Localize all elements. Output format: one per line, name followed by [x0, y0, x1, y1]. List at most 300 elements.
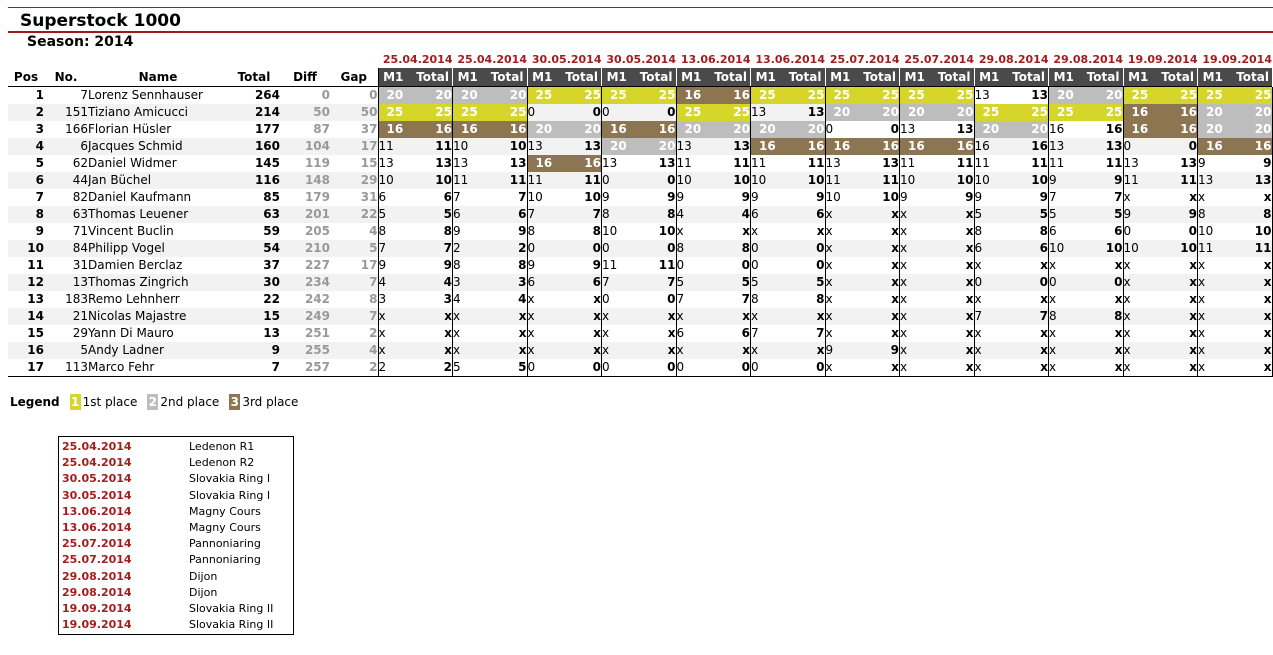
- race-m1-cell: 10: [527, 189, 557, 206]
- rider-number: 71: [72, 224, 88, 238]
- race-m1-cell: x: [900, 308, 930, 325]
- race-m1-cell: 13: [602, 155, 632, 172]
- race-m1-cell: x: [900, 342, 930, 359]
- header-m1[interactable]: M1: [751, 68, 781, 86]
- race-total-cell: 25: [557, 87, 602, 104]
- race-total-cell: x: [742, 224, 750, 238]
- race-total-cell: 13: [781, 104, 826, 121]
- race-m1-cell: 8: [676, 240, 706, 257]
- race-total-cell: 6: [1114, 224, 1123, 238]
- rider-total: 13: [263, 326, 280, 340]
- race-date-header: 25.04.2014: [382, 53, 453, 66]
- race-m1-cell: x: [825, 359, 855, 377]
- race-total-cell: 0: [632, 172, 677, 189]
- race-m1-cell: 9: [676, 189, 706, 206]
- race-name: Slovakia Ring II: [189, 601, 274, 615]
- race-total-cell: 0: [890, 122, 899, 136]
- table-row[interactable]: [8, 206, 1272, 223]
- race-m1-cell: 6: [527, 274, 557, 291]
- header-race-total[interactable]: Total: [1228, 68, 1273, 86]
- race-m1-cell: 13: [825, 155, 855, 172]
- table-row[interactable]: [8, 189, 1272, 206]
- header-m1[interactable]: M1: [602, 68, 632, 86]
- race-total-cell: 2: [483, 240, 528, 257]
- race-total-cell: 0: [592, 360, 601, 374]
- race-total-cell: 0: [741, 360, 750, 374]
- race-m1-cell: 16: [1198, 138, 1228, 155]
- race-total-cell: 9: [443, 258, 452, 272]
- race-total-cell: 0: [816, 360, 825, 374]
- table-row[interactable]: [8, 240, 1272, 257]
- race-m1-cell: x: [1198, 325, 1228, 342]
- rider-gap: 8: [369, 292, 378, 306]
- race-total-cell: 7: [1114, 190, 1123, 204]
- race-date-header: 25.04.2014: [457, 53, 527, 66]
- race-total-cell: 9: [1039, 190, 1048, 204]
- rider-pos: 7: [35, 190, 44, 204]
- race-total-cell: x: [930, 206, 975, 223]
- rider-total: 22: [263, 292, 280, 306]
- race-m1-cell: 4: [453, 291, 483, 308]
- race-m1-cell: 9: [602, 189, 632, 206]
- table-row[interactable]: [8, 223, 1272, 240]
- rider-name[interactable]: Vincent Buclin: [88, 224, 174, 238]
- race-m1-cell: x: [1123, 291, 1153, 308]
- rider-number: 29: [72, 326, 88, 340]
- race-total-cell: 25: [1228, 87, 1273, 104]
- rider-number: 21: [44, 308, 88, 325]
- race-m1-cell: 25: [527, 87, 557, 104]
- header-race-total[interactable]: Total: [1153, 68, 1198, 86]
- header-pos[interactable]: Pos: [13, 69, 39, 84]
- race-total-cell: 25: [855, 87, 900, 104]
- race-m1-cell: 0: [751, 257, 781, 274]
- race-m1-cell: x: [974, 257, 1004, 274]
- rider-name[interactable]: Daniel Kaufmann: [88, 190, 192, 204]
- rider-gap: 4: [369, 224, 378, 238]
- table-row[interactable]: [8, 308, 1272, 325]
- rider-total: 9: [228, 342, 280, 359]
- race-list-box: [58, 436, 294, 635]
- rider-number: 151: [44, 104, 88, 121]
- race-m1-cell: x: [825, 274, 855, 291]
- table-row[interactable]: [8, 172, 1272, 189]
- race-total-cell: x: [1153, 274, 1198, 291]
- table-row[interactable]: [8, 342, 1272, 359]
- rider-total: 37: [263, 258, 280, 272]
- race-total-cell: 6: [443, 190, 452, 204]
- rider-name[interactable]: Thomas Leuener: [88, 206, 228, 223]
- race-total-cell: 11: [1228, 240, 1273, 257]
- rider-total: 15: [228, 308, 280, 325]
- header-m1[interactable]: M1: [1049, 68, 1079, 86]
- race-m1-cell: x: [1123, 342, 1153, 359]
- rider-pos: 9: [35, 224, 44, 238]
- column-headers-row: [8, 68, 1272, 86]
- race-total-cell: x: [930, 342, 975, 359]
- rider-pos: 1: [35, 88, 44, 102]
- race-list-item: [62, 601, 273, 617]
- race-list-item: [62, 471, 273, 487]
- race-m1-cell: 0: [1123, 223, 1153, 240]
- race-m1-cell: 25: [825, 87, 855, 104]
- table-row[interactable]: [8, 325, 1272, 342]
- rider-total: 177: [254, 122, 280, 136]
- race-total-cell: x: [816, 224, 825, 238]
- race-total-cell: 0: [816, 258, 825, 272]
- table-bottom-rule: [8, 377, 1272, 380]
- race-total-cell: 5: [1079, 206, 1124, 223]
- race-m1-cell: x: [1123, 325, 1153, 342]
- race-total-cell: x: [1228, 359, 1273, 377]
- race-m1-cell: 7: [453, 189, 483, 206]
- race-m1-cell: x: [527, 308, 557, 325]
- rider-pos: 11: [27, 258, 44, 272]
- race-m1-cell: x: [1123, 274, 1153, 291]
- table-row[interactable]: [8, 87, 1272, 104]
- race-total-cell: 16: [706, 87, 751, 104]
- race-m1-cell: x: [1049, 291, 1079, 308]
- legend-first-text: 1st place: [82, 395, 138, 409]
- header-gap[interactable]: Gap: [340, 69, 368, 84]
- rider-gap: 50: [330, 104, 378, 121]
- race-name: Ledenon R2: [189, 456, 255, 470]
- race-m1-cell: x: [825, 223, 855, 240]
- race-m1-cell: 25: [378, 104, 408, 121]
- race-m1-cell: 8: [1198, 206, 1228, 223]
- race-total-cell: x: [632, 342, 677, 359]
- race-m1-cell: 11: [453, 172, 483, 189]
- standings-table: [8, 51, 1273, 379]
- race-m1-cell: 8: [1049, 308, 1079, 325]
- race-m1-cell: 8: [527, 223, 557, 240]
- race-m1-cell: 7: [527, 206, 557, 223]
- race-m1-cell: x: [1123, 359, 1153, 377]
- table-row[interactable]: [8, 274, 1272, 291]
- race-m1-cell: 25: [1049, 104, 1079, 121]
- header-race-total[interactable]: Total: [408, 68, 453, 86]
- race-total-cell: 10: [1153, 240, 1198, 257]
- rider-gap: 29: [330, 172, 378, 189]
- race-date: 30.05.2014: [62, 472, 132, 486]
- race-total-cell: 7: [408, 240, 453, 257]
- race-total-cell: 16: [1004, 138, 1049, 155]
- rider-diff: 201: [280, 206, 330, 223]
- race-total-cell: x: [518, 326, 527, 340]
- race-m1-cell: x: [602, 308, 632, 325]
- race-total-cell: x: [1189, 258, 1197, 272]
- rider-name[interactable]: Daniel Widmer: [88, 156, 177, 170]
- race-m1-cell: 20: [676, 121, 706, 138]
- race-m1-cell: 13: [974, 87, 1004, 104]
- race-total-cell: 20: [408, 87, 453, 104]
- rider-name[interactable]: Tiziano Amicucci: [88, 104, 228, 121]
- rider-name[interactable]: Remo Lehnherr: [88, 292, 180, 306]
- race-name: Pannoniaring: [189, 537, 261, 551]
- rider-total: 7: [271, 360, 280, 374]
- race-date-header: 13.06.2014: [680, 53, 751, 66]
- race-m1-cell: 9: [378, 257, 408, 274]
- race-total-cell: 10: [408, 172, 453, 189]
- race-date: 29.08.2014: [62, 585, 132, 599]
- race-total-cell: 8: [816, 292, 825, 306]
- rider-diff: 104: [280, 138, 330, 155]
- race-total-cell: 0: [781, 240, 826, 257]
- race-total-cell: 10: [1079, 240, 1124, 257]
- race-m1-cell: 9: [453, 223, 483, 240]
- table-row[interactable]: [8, 291, 1272, 308]
- header-race-total[interactable]: Total: [1004, 68, 1049, 86]
- race-total-cell: 11: [658, 258, 676, 272]
- race-m1-cell: 4: [676, 206, 706, 223]
- rider-number: 84: [44, 240, 88, 257]
- race-total-cell: x: [1189, 326, 1197, 340]
- rider-total: 145: [254, 156, 280, 170]
- header-m1[interactable]: M1: [1198, 68, 1228, 86]
- race-m1-cell: x: [974, 325, 1004, 342]
- header-m1[interactable]: M1: [900, 68, 930, 86]
- rider-name[interactable]: Nicolas Majastre: [88, 308, 228, 325]
- race-name: Magny Cours: [189, 504, 261, 518]
- race-m1-cell: 25: [453, 104, 483, 121]
- race-total-cell: 6: [557, 274, 602, 291]
- race-total-cell: x: [965, 326, 974, 340]
- race-m1-cell: x: [453, 342, 483, 359]
- race-total-cell: x: [855, 308, 900, 325]
- header-total[interactable]: Total: [237, 69, 271, 84]
- race-m1-cell: 0: [602, 240, 632, 257]
- race-m1-cell: x: [676, 223, 706, 240]
- race-m1-cell: x: [825, 257, 855, 274]
- race-total-cell: 0: [557, 104, 602, 121]
- header-m1[interactable]: M1: [378, 68, 408, 86]
- table-row[interactable]: [8, 155, 1272, 172]
- header-race-total[interactable]: Total: [855, 68, 900, 86]
- race-date-header: 19.09.2014: [1127, 53, 1198, 66]
- header-m1[interactable]: M1: [825, 68, 855, 86]
- header-race-total[interactable]: Total: [557, 68, 602, 86]
- table-row[interactable]: [8, 359, 1272, 377]
- race-m1-cell: 0: [527, 240, 557, 257]
- race-total-cell: 9: [855, 342, 900, 359]
- rider-name[interactable]: Thomas Zingrich: [88, 274, 228, 291]
- rider-pos: 15: [27, 326, 44, 340]
- race-m1-cell: x: [378, 325, 408, 342]
- header-diff[interactable]: Diff: [293, 69, 317, 84]
- race-total-cell: 7: [557, 206, 602, 223]
- rider-pos: 10: [8, 240, 44, 257]
- race-total-cell: x: [1040, 258, 1048, 272]
- race-m1-cell: x: [1198, 274, 1228, 291]
- header-m1[interactable]: M1: [453, 68, 483, 86]
- race-total-cell: 9: [741, 190, 750, 204]
- race-total-cell: x: [930, 240, 975, 257]
- race-total-cell: 13: [509, 156, 527, 170]
- rider-name[interactable]: Philipp Vogel: [88, 240, 228, 257]
- race-m1-cell: 16: [900, 138, 930, 155]
- rider-number: 5: [44, 342, 88, 359]
- race-total-cell: 20: [1079, 87, 1124, 104]
- race-total-cell: 13: [1180, 156, 1197, 170]
- rider-name[interactable]: Yann Di Mauro: [88, 326, 174, 340]
- header-no[interactable]: No.: [54, 69, 78, 84]
- race-m1-cell: 20: [527, 121, 557, 138]
- race-m1-cell: 20: [900, 104, 930, 121]
- rider-gap: 4: [330, 342, 378, 359]
- race-total-cell: 10: [483, 138, 528, 155]
- race-total-cell: 8: [1228, 206, 1273, 223]
- race-m1-cell: 25: [602, 87, 632, 104]
- race-m1-cell: 10: [1198, 223, 1228, 240]
- race-m1-cell: 10: [602, 223, 632, 240]
- race-m1-cell: x: [974, 359, 1004, 377]
- rider-pos: 13: [27, 292, 44, 306]
- race-total-cell: 9: [816, 190, 825, 204]
- race-total-cell: x: [1114, 292, 1123, 306]
- race-total-cell: 6: [1004, 240, 1049, 257]
- race-m1-cell: 16: [1123, 121, 1153, 138]
- race-total-cell: 6: [483, 206, 528, 223]
- race-total-cell: x: [1228, 257, 1273, 274]
- header-race-total[interactable]: Total: [632, 68, 677, 86]
- race-total-cell: 10: [584, 190, 601, 204]
- race-list-item: [62, 520, 273, 536]
- rider-gap: 31: [360, 190, 378, 204]
- race-date: 25.04.2014: [62, 440, 132, 454]
- race-m1-cell: 16: [825, 138, 855, 155]
- header-race-total[interactable]: Total: [1079, 68, 1124, 86]
- race-date: 25.07.2014: [62, 537, 132, 551]
- race-name: Dijon: [189, 569, 218, 583]
- race-m1-cell: x: [974, 342, 1004, 359]
- race-total-cell: x: [408, 342, 453, 359]
- race-m1-cell: 2: [453, 240, 483, 257]
- header-m1[interactable]: M1: [974, 68, 1004, 86]
- table-row[interactable]: [8, 104, 1272, 121]
- race-m1-cell: x: [1123, 257, 1153, 274]
- rider-name[interactable]: Andy Ladner: [88, 342, 228, 359]
- first-place-swatch: 1: [70, 395, 80, 409]
- race-total-cell: 25: [1004, 104, 1049, 121]
- race-m1-cell: 25: [676, 104, 706, 121]
- table-row[interactable]: [8, 121, 1272, 138]
- race-m1-cell: x: [1049, 359, 1079, 377]
- race-m1-cell: 20: [974, 121, 1004, 138]
- rider-name[interactable]: Lorenz Sennhauser: [88, 88, 203, 102]
- race-m1-cell: 10: [453, 138, 483, 155]
- race-m1-cell: 13: [1049, 138, 1079, 155]
- race-total-cell: x: [965, 258, 974, 272]
- race-m1-cell: 7: [378, 240, 408, 257]
- race-m1-cell: 10: [974, 172, 1004, 189]
- race-total-cell: 11: [1153, 172, 1198, 189]
- race-total-cell: 16: [557, 155, 602, 172]
- race-m1-cell: x: [825, 206, 855, 223]
- rider-total: 85: [263, 190, 280, 204]
- race-m1-cell: x: [1049, 325, 1079, 342]
- race-m1-cell: 20: [602, 138, 632, 155]
- race-total-cell: x: [593, 292, 601, 306]
- race-m1-cell: 13: [751, 104, 781, 121]
- rider-number: 6: [44, 138, 88, 155]
- race-total-cell: 9: [667, 190, 676, 204]
- race-total-cell: 16: [408, 121, 453, 138]
- rider-number: 62: [72, 156, 88, 170]
- race-total-cell: 0: [741, 258, 750, 272]
- race-total-cell: x: [1114, 258, 1123, 272]
- race-list-item: [62, 585, 273, 601]
- race-m1-cell: 13: [453, 155, 483, 172]
- race-name: Slovakia Ring I: [189, 472, 271, 486]
- race-date: 19.09.2014: [62, 601, 132, 615]
- header-race-total[interactable]: Total: [706, 68, 751, 86]
- race-m1-cell: 13: [1198, 172, 1228, 189]
- rider-number: 183: [65, 292, 88, 306]
- race-m1-cell: 8: [602, 206, 632, 223]
- race-m1-cell: 0: [1049, 274, 1079, 291]
- race-m1-cell: 11: [676, 155, 706, 172]
- header-race-total[interactable]: Total: [930, 68, 975, 86]
- race-total-cell: 0: [1153, 138, 1198, 155]
- race-total-cell: x: [632, 308, 677, 325]
- race-m1-cell: 9: [825, 342, 855, 359]
- rider-number: 82: [72, 190, 88, 204]
- header-m1[interactable]: M1: [676, 68, 706, 86]
- race-m1-cell: x: [900, 240, 930, 257]
- race-total-cell: x: [1114, 326, 1123, 340]
- race-list-item: [62, 536, 273, 552]
- race-total-cell: 13: [706, 138, 751, 155]
- race-m1-cell: 11: [1123, 172, 1153, 189]
- rider-total: 54: [228, 240, 280, 257]
- race-total-cell: 13: [557, 138, 602, 155]
- race-m1-cell: 13: [378, 155, 408, 172]
- rider-pos: 6: [8, 172, 44, 189]
- race-m1-cell: 25: [900, 87, 930, 104]
- race-total-cell: 13: [1228, 172, 1273, 189]
- race-total-cell: 20: [706, 121, 751, 138]
- header-race-total[interactable]: Total: [781, 68, 826, 86]
- header-m1[interactable]: M1: [527, 68, 557, 86]
- race-m1-cell: x: [676, 342, 706, 359]
- rider-name[interactable]: Marco Fehr: [88, 360, 155, 374]
- table-row[interactable]: [8, 138, 1272, 155]
- header-race-total[interactable]: Total: [483, 68, 528, 86]
- race-total-cell: 11: [483, 172, 528, 189]
- header-m1[interactable]: M1: [1123, 68, 1153, 86]
- table-row[interactable]: [8, 257, 1272, 274]
- race-total-cell: 16: [1153, 104, 1198, 121]
- race-m1-cell: 20: [453, 87, 483, 104]
- race-date: 25.04.2014: [62, 456, 132, 470]
- race-m1-cell: 9: [900, 189, 930, 206]
- race-m1-cell: x: [1198, 291, 1228, 308]
- race-m1-cell: 0: [602, 359, 632, 377]
- race-list: [62, 439, 273, 633]
- rider-name[interactable]: Jan Büchel: [88, 172, 228, 189]
- race-m1-cell: 0: [974, 274, 1004, 291]
- rider-name[interactable]: Damien Berclaz: [88, 258, 183, 272]
- race-total-cell: 11: [855, 172, 900, 189]
- header-name[interactable]: Name: [138, 69, 178, 84]
- rider-name[interactable]: Jacques Schmid: [88, 138, 228, 155]
- race-m1-cell: 9: [751, 189, 781, 206]
- rider-name[interactable]: Florian Hüsler: [88, 122, 172, 136]
- race-total-cell: 11: [956, 156, 974, 170]
- race-m1-cell: 25: [1198, 87, 1228, 104]
- race-total-cell: x: [1040, 360, 1048, 374]
- race-date: 25.07.2014: [62, 553, 132, 567]
